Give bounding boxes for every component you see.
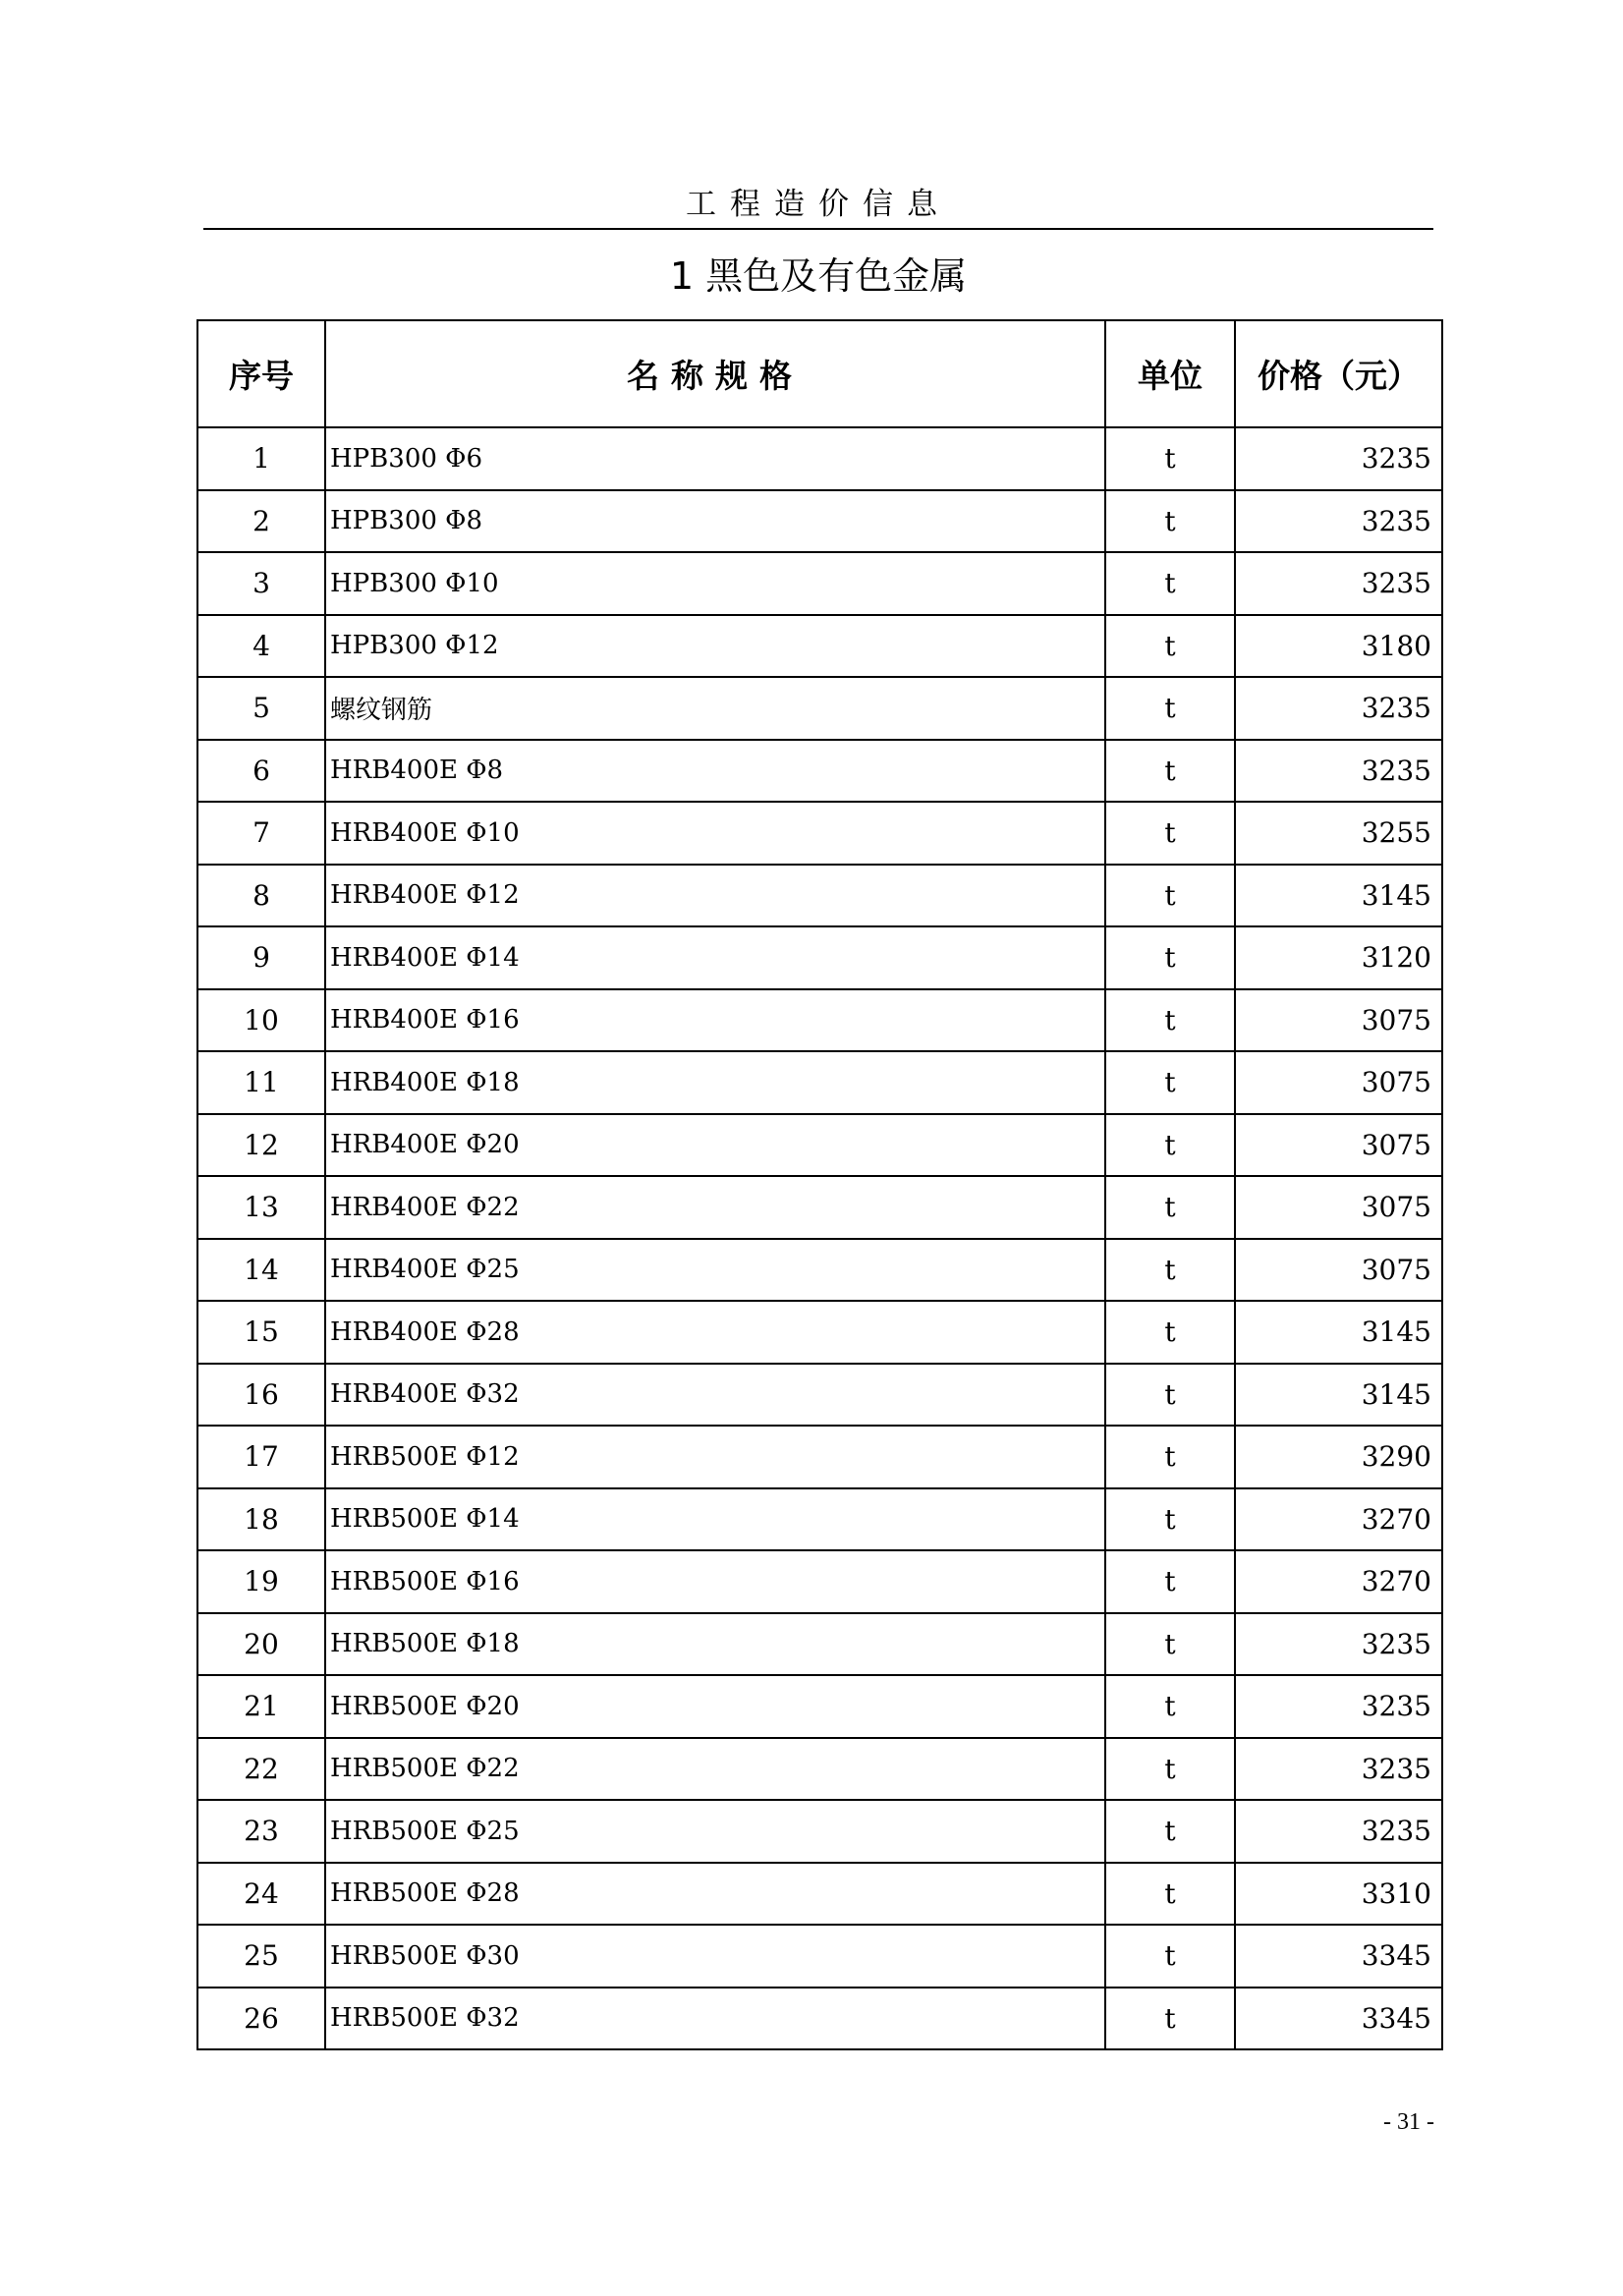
table-row [197, 1613, 1442, 1676]
cell-name: HPB300 Φ6 [325, 427, 1105, 490]
cell-seq: 2 [197, 490, 325, 553]
cell-seq: 1 [197, 427, 325, 490]
cell-price: 3270 [1235, 1488, 1442, 1551]
table-row [197, 1488, 1442, 1551]
cell-name: HPB300 Φ8 [325, 490, 1105, 553]
table-row [197, 1863, 1442, 1926]
cell-price: 3235 [1235, 1613, 1442, 1676]
cell-seq: 13 [197, 1176, 325, 1239]
cell-unit: t [1105, 1675, 1235, 1738]
table-row [197, 1176, 1442, 1239]
cell-price: 3290 [1235, 1426, 1442, 1488]
cell-seq: 22 [197, 1738, 325, 1801]
cell-seq: 6 [197, 740, 325, 803]
cell-price: 3075 [1235, 1239, 1442, 1302]
cell-name: HRB500E Φ12 [325, 1426, 1105, 1488]
table-row [197, 1675, 1442, 1738]
cell-name: HRB500E Φ25 [325, 1800, 1105, 1863]
cell-name: HRB400E Φ20 [325, 1114, 1105, 1177]
cell-price: 3345 [1235, 1988, 1442, 2050]
cell-unit: t [1105, 802, 1235, 865]
cell-price: 3235 [1235, 677, 1442, 740]
cell-seq: 19 [197, 1550, 325, 1613]
cell-unit: t [1105, 677, 1235, 740]
table-row [197, 1800, 1442, 1863]
cell-unit: t [1105, 926, 1235, 989]
cell-price: 3180 [1235, 615, 1442, 678]
cell-unit: t [1105, 1988, 1235, 2050]
cell-seq: 15 [197, 1301, 325, 1364]
cell-unit: t [1105, 490, 1235, 553]
cell-seq: 11 [197, 1051, 325, 1114]
cell-name: HRB400E Φ25 [325, 1239, 1105, 1302]
cell-name: HRB400E Φ22 [325, 1176, 1105, 1239]
cell-unit: t [1105, 1301, 1235, 1364]
cell-price: 3310 [1235, 1863, 1442, 1926]
cell-price: 3255 [1235, 802, 1442, 865]
table-row [197, 740, 1442, 803]
cell-seq: 4 [197, 615, 325, 678]
cell-seq: 18 [197, 1488, 325, 1551]
cell-seq: 23 [197, 1800, 325, 1863]
cell-price: 3235 [1235, 490, 1442, 553]
cell-unit: t [1105, 989, 1235, 1052]
cell-seq: 24 [197, 1863, 325, 1926]
cell-unit: t [1105, 1800, 1235, 1863]
cell-seq: 16 [197, 1364, 325, 1427]
header-unit: 单位 [1105, 320, 1235, 427]
header-price: 价格（元） [1235, 320, 1442, 427]
cell-name: HRB400E Φ28 [325, 1301, 1105, 1364]
cell-seq: 26 [197, 1988, 325, 2050]
cell-name: 螺纹钢筋 [325, 677, 1105, 740]
cell-price: 3075 [1235, 989, 1442, 1052]
cell-name: HRB400E Φ8 [325, 740, 1105, 803]
table-row [197, 865, 1442, 927]
cell-price: 3270 [1235, 1550, 1442, 1613]
cell-seq: 10 [197, 989, 325, 1052]
cell-name: HRB400E Φ16 [325, 989, 1105, 1052]
cell-name: HRB400E Φ10 [325, 802, 1105, 865]
cell-unit: t [1105, 552, 1235, 615]
cell-name: HRB500E Φ18 [325, 1613, 1105, 1676]
cell-price: 3120 [1235, 926, 1442, 989]
table-row [197, 552, 1442, 615]
cell-unit: t [1105, 1364, 1235, 1427]
table-row [197, 1988, 1442, 2050]
cell-name: HRB500E Φ22 [325, 1738, 1105, 1801]
running-header: 工程造价信息 [686, 187, 951, 222]
cell-price: 3145 [1235, 865, 1442, 927]
table-row [197, 1301, 1442, 1364]
cell-price: 3145 [1235, 1301, 1442, 1364]
cell-price: 3075 [1235, 1176, 1442, 1239]
table-body [197, 427, 1442, 2049]
cell-unit: t [1105, 1488, 1235, 1551]
cell-price: 3075 [1235, 1114, 1442, 1177]
price-table [196, 319, 1443, 2050]
page-number: - 31 - [1383, 2109, 1434, 2135]
cell-name: HPB300 Φ10 [325, 552, 1105, 615]
cell-seq: 17 [197, 1426, 325, 1488]
cell-unit: t [1105, 865, 1235, 927]
cell-name: HPB300 Φ12 [325, 615, 1105, 678]
cell-name: HRB400E Φ18 [325, 1051, 1105, 1114]
cell-unit: t [1105, 427, 1235, 490]
cell-unit: t [1105, 1863, 1235, 1926]
cell-unit: t [1105, 1550, 1235, 1613]
cell-seq: 25 [197, 1925, 325, 1988]
cell-unit: t [1105, 740, 1235, 803]
cell-seq: 8 [197, 865, 325, 927]
cell-unit: t [1105, 1738, 1235, 1801]
cell-name: HRB500E Φ16 [325, 1550, 1105, 1613]
cell-price: 3235 [1235, 1800, 1442, 1863]
cell-price: 3345 [1235, 1925, 1442, 1988]
table-header-row [197, 320, 1442, 427]
table-row [197, 926, 1442, 989]
table-row [197, 1364, 1442, 1427]
cell-price: 3235 [1235, 552, 1442, 615]
cell-price: 3145 [1235, 1364, 1442, 1427]
section-title: 1 黑色及有色金属 [669, 254, 968, 298]
cell-name: HRB500E Φ14 [325, 1488, 1105, 1551]
table-row [197, 1426, 1442, 1488]
cell-seq: 5 [197, 677, 325, 740]
header-rule [203, 228, 1433, 230]
cell-unit: t [1105, 1925, 1235, 1988]
cell-price: 3235 [1235, 1675, 1442, 1738]
cell-unit: t [1105, 1176, 1235, 1239]
table-row [197, 1550, 1442, 1613]
cell-name: HRB400E Φ14 [325, 926, 1105, 989]
cell-name: HRB400E Φ12 [325, 865, 1105, 927]
table-row [197, 989, 1442, 1052]
cell-price: 3235 [1235, 1738, 1442, 1801]
table-row [197, 1051, 1442, 1114]
cell-seq: 12 [197, 1114, 325, 1177]
cell-seq: 9 [197, 926, 325, 989]
cell-unit: t [1105, 1426, 1235, 1488]
cell-name: HRB500E Φ20 [325, 1675, 1105, 1738]
cell-seq: 3 [197, 552, 325, 615]
table-row [197, 802, 1442, 865]
cell-unit: t [1105, 1239, 1235, 1302]
cell-unit: t [1105, 615, 1235, 678]
table-row [197, 615, 1442, 678]
cell-name: HRB400E Φ32 [325, 1364, 1105, 1427]
cell-price: 3075 [1235, 1051, 1442, 1114]
cell-unit: t [1105, 1051, 1235, 1114]
table-row [197, 1114, 1442, 1177]
table-row [197, 677, 1442, 740]
cell-unit: t [1105, 1114, 1235, 1177]
cell-seq: 21 [197, 1675, 325, 1738]
cell-seq: 14 [197, 1239, 325, 1302]
cell-unit: t [1105, 1613, 1235, 1676]
cell-name: HRB500E Φ28 [325, 1863, 1105, 1926]
table-row [197, 1925, 1442, 1988]
cell-price: 3235 [1235, 427, 1442, 490]
table-row [197, 1738, 1442, 1801]
cell-name: HRB500E Φ32 [325, 1988, 1105, 2050]
cell-name: HRB500E Φ30 [325, 1925, 1105, 1988]
header-name: 名称规格 [325, 320, 1105, 427]
table-row [197, 427, 1442, 490]
cell-price: 3235 [1235, 740, 1442, 803]
table-row [197, 1239, 1442, 1302]
cell-seq: 20 [197, 1613, 325, 1676]
header-seq: 序号 [197, 320, 325, 427]
cell-seq: 7 [197, 802, 325, 865]
table-row [197, 490, 1442, 553]
